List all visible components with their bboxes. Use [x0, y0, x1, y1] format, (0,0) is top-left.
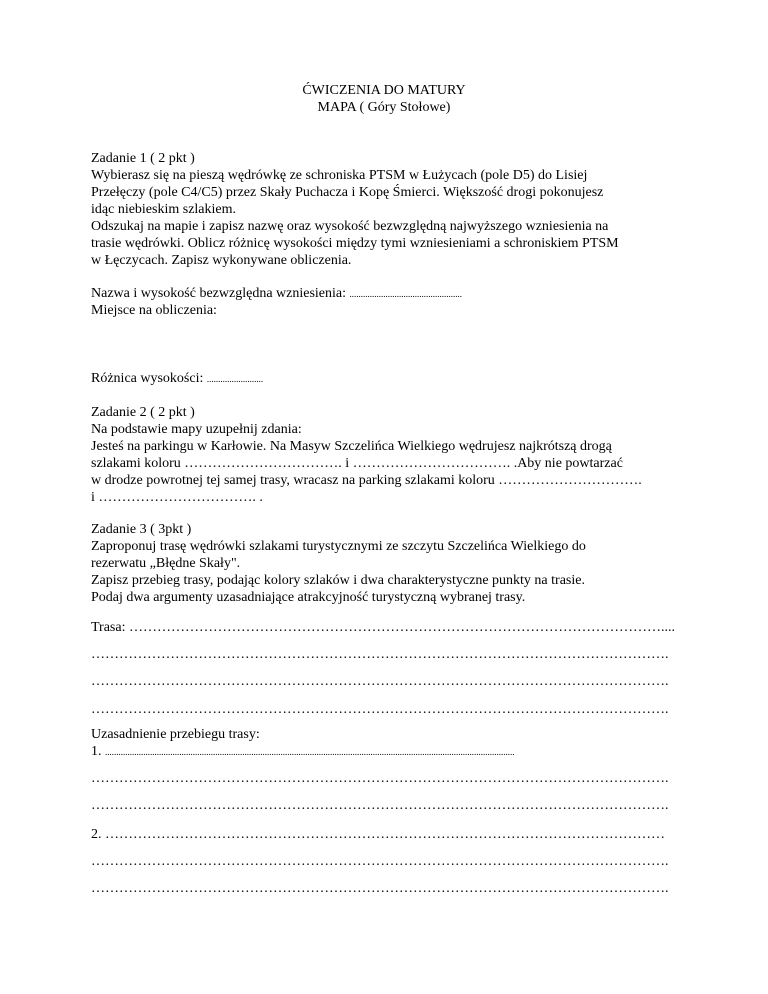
task1-text-line: w Łęczycach. Zapisz wykonywane obliczenia. — [91, 253, 352, 268]
task3-argument1-number: 1. — [91, 744, 105, 759]
task3-route-dots-line[interactable]: ……………………………………………………………………………………………………………. — [91, 674, 669, 689]
task1-difference-field[interactable] — [91, 370, 691, 388]
page-title: ĆWICZENIA DO MATURY — [302, 83, 466, 98]
task2-text-line: Jesteś na parkingu w Karłowie. Na Masyw Szczelińca Wielkiego wędrujesz najkrótszą drogą — [91, 439, 612, 454]
task2-fill-line[interactable]: i ……………………………. . — [91, 490, 263, 505]
task3-argument2-dots-line[interactable]: ……………………………………………………………………………………………………………. — [91, 881, 669, 896]
task2-section — [91, 404, 691, 506]
task3-argument2-dots-line[interactable]: ……………………………………………………………………………………………………………. — [91, 854, 669, 869]
task3-argument1-line[interactable] — [91, 743, 686, 761]
task3-route-dots-line[interactable]: ……………………………………………………………………………………………………………. — [91, 647, 669, 662]
task3-text-line: Zaproponuj trasę wędrówki szlakami turystycznymi ze szczytu Szczelińca Wielkiego do — [91, 539, 586, 554]
task1-difference-dots[interactable]: ......................... — [206, 374, 264, 384]
task3-argument2-line[interactable]: 2. ………………………………………………………………………………………………………… — [91, 827, 665, 842]
task3-argument1-dots-line[interactable]: ……………………………………………………………………………………………………………. — [91, 798, 669, 813]
task3-section — [91, 521, 691, 606]
task1-text-line: trasie wędrówki. Oblicz różnicę wysokości między tymi wzniesieniami a schroniskiem PTSM — [91, 236, 619, 251]
task1-answer-field[interactable] — [91, 285, 691, 303]
task3-text-line: Podaj dwa argumenty uzasadniające atrakcyjność turystyczną wybranej trasy. — [91, 590, 526, 605]
task3-argument1-dots-line[interactable]: ……………………………………………………………………………………………………………. — [91, 771, 669, 786]
task1-heading: Zadanie 1 ( 2 pkt ) — [91, 151, 195, 166]
task1-text-line: Przełęczy (pole C4/C5) przez Skały Puchacza i Kopę Śmierci. Większość drogi pokonujesz — [91, 185, 604, 200]
task1-answer-dots[interactable]: .................................................. — [349, 289, 463, 299]
page-subtitle: MAPA ( Góry Stołowe) — [317, 100, 451, 115]
task2-fill-line[interactable]: w drodze powrotnej tej samej trasy, wracasz na parking szlakami koloru …………………………. — [91, 473, 642, 488]
task3-text-line: Zapisz przebieg trasy, podając kolory szlaków i dwa charakterystyczne punkty na trasie. — [91, 573, 585, 588]
task1-text-line: Wybierasz się na pieszą wędrówkę ze schroniska PTSM w Łużycach (pole D5) do Lisiej — [91, 168, 588, 183]
task2-fill-line[interactable]: szlakami koloru ……………………………. i ……………………………. .Aby nie powtarzać — [91, 456, 623, 471]
task3-argument1-dots[interactable]: ...................................................................................................................................................................................... — [105, 747, 515, 757]
task3-justification-label: Uzasadnienie przebiegu trasy: — [91, 727, 260, 742]
task1-calc-label: Miejsce na obliczenia: — [91, 303, 217, 318]
task3-heading: Zadanie 3 ( 3pkt ) — [91, 522, 192, 537]
task2-text-line: Na podstawie mapy uzupełnij zdania: — [91, 422, 302, 437]
task3-text-line: rezerwatu „Błędne Skały". — [91, 556, 241, 571]
task1-text-line: idąc niebieskim szlakiem. — [91, 202, 237, 217]
task2-heading: Zadanie 2 ( 2 pkt ) — [91, 405, 195, 420]
task3-route-line[interactable]: Trasa: …………………………………………………………………………………………………….... — [91, 620, 675, 635]
task1-difference-label: Różnica wysokości: — [91, 371, 207, 386]
task1-answer-label: Nazwa i wysokość bezwzględna wzniesienia: — [91, 286, 350, 301]
task1-text-line: Odszukaj na mapie i zapisz nazwę oraz wysokość bezwzględną najwyższego wzniesienia na — [91, 219, 609, 234]
task3-route-dots-line[interactable]: ……………………………………………………………………………………………………………. — [91, 702, 669, 717]
task1-section — [91, 150, 691, 269]
